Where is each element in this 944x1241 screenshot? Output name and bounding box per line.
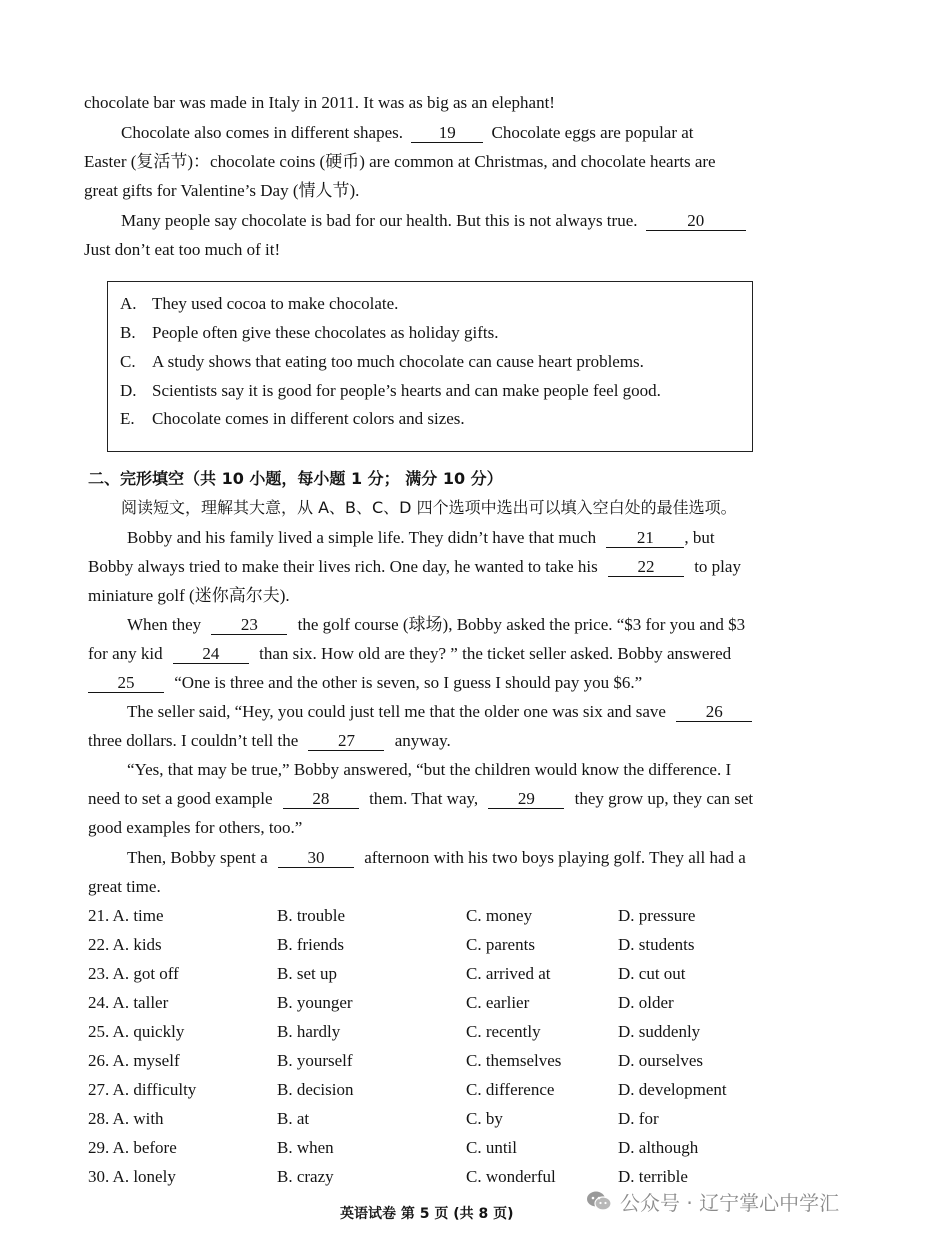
option-letter: B. xyxy=(120,323,136,342)
option-text: People often give these chocolates as holiday gifts. xyxy=(152,323,499,342)
cloze-line: miniature golf (迷你高尔夫). xyxy=(88,586,290,605)
answer-row xyxy=(88,905,808,927)
choice-c[interactable]: C. earlier xyxy=(466,993,530,1012)
option-e[interactable] xyxy=(120,408,465,430)
cloze-text: for any kid xyxy=(88,644,163,663)
answer-row xyxy=(88,1079,808,1101)
passage-text: Chocolate eggs are popular at xyxy=(491,123,694,142)
cloze-text: the golf course (球场), Bobby asked the price. “$3 for you and $3 xyxy=(297,615,746,634)
cloze-text: need to set a good example xyxy=(88,789,273,808)
wechat-icon xyxy=(586,1190,612,1212)
option-text: A study shows that eating too much chocolate can cause heart problems. xyxy=(152,352,644,371)
choice-b[interactable]: B. crazy xyxy=(277,1167,334,1186)
choice-b[interactable]: B. trouble xyxy=(277,906,345,925)
answer-row xyxy=(88,963,808,985)
choice-d[interactable]: D. cut out xyxy=(618,964,686,983)
option-text: Scientists say it is good for people’s hearts and can make people feel good. xyxy=(152,381,661,400)
choice-d[interactable]: D. older xyxy=(618,993,674,1012)
cloze-text: , but xyxy=(684,528,715,547)
passage-line xyxy=(121,122,694,144)
choice-d[interactable]: D. ourselves xyxy=(618,1051,703,1070)
cloze-line xyxy=(88,556,741,578)
option-d[interactable] xyxy=(120,380,661,402)
choice-d[interactable]: D. for xyxy=(618,1109,659,1128)
cloze-text: they grow up, they can set xyxy=(574,789,754,808)
cloze-text: than six. How old are they? ” the ticket seller asked. Bobby answered xyxy=(259,644,732,663)
choice-c[interactable]: C. money xyxy=(466,906,533,925)
blank-29[interactable]: 29 xyxy=(488,790,564,809)
blank-30[interactable]: 30 xyxy=(278,849,354,868)
cloze-line xyxy=(88,643,731,665)
choice-c[interactable]: C. by xyxy=(466,1109,503,1128)
watermark-text: 公众号 · 辽宁掌心中学汇 xyxy=(620,1190,840,1215)
cloze-text: “One is three and the other is seven, so I guess I should pay you $6.” xyxy=(174,673,643,692)
answer-row xyxy=(88,1021,808,1043)
page-footer: 英语试卷 第 5 页 (共 8 页) xyxy=(340,1206,514,1222)
choice-b[interactable]: B. decision xyxy=(277,1080,354,1099)
choice-d[interactable]: D. although xyxy=(618,1138,699,1157)
choice-c[interactable]: C. themselves xyxy=(466,1051,562,1070)
choice-a[interactable]: 23. A. got off xyxy=(88,964,179,983)
passage-line: Just don’t eat too much of it! xyxy=(84,240,281,259)
choice-d[interactable]: D. development xyxy=(618,1080,727,1099)
blank-23[interactable]: 23 xyxy=(211,616,287,635)
option-c[interactable] xyxy=(120,351,644,373)
choice-a[interactable]: 22. A. kids xyxy=(88,935,162,954)
choice-c[interactable]: C. arrived at xyxy=(466,964,551,983)
cloze-text: Bobby always tried to make their lives rich. One day, he wanted to take his xyxy=(88,557,598,576)
passage-text: Chocolate also comes in different shapes. xyxy=(121,123,403,142)
cloze-text: to play xyxy=(694,557,741,576)
blank-27[interactable]: 27 xyxy=(308,732,384,751)
cloze-text: When they xyxy=(127,615,202,634)
cloze-line: “Yes, that may be true,” Bobby answered, “but the children would know the difference. I xyxy=(127,760,732,779)
answer-row xyxy=(88,1166,808,1188)
choice-b[interactable]: B. hardly xyxy=(277,1022,341,1041)
cloze-line: good examples for others, too.” xyxy=(88,818,303,837)
passage-line xyxy=(121,210,746,232)
passage-text: Many people say chocolate is bad for our health. But this is not always true. xyxy=(121,211,638,230)
passage-line: great gifts for Valentine’s Day (情人节). xyxy=(84,181,360,200)
choice-a[interactable]: 24. A. taller xyxy=(88,993,169,1012)
option-text: Chocolate comes in different colors and sizes. xyxy=(152,409,465,428)
choice-a[interactable]: 26. A. myself xyxy=(88,1051,180,1070)
answer-row xyxy=(88,1137,808,1159)
watermark xyxy=(586,1186,839,1216)
cloze-line xyxy=(127,847,746,869)
option-a[interactable] xyxy=(120,293,398,315)
choice-c[interactable]: C. parents xyxy=(466,935,535,954)
choice-b[interactable]: B. younger xyxy=(277,993,353,1012)
answer-row xyxy=(88,992,808,1014)
cloze-text: Then, Bobby spent a xyxy=(127,848,268,867)
choice-b[interactable]: B. set up xyxy=(277,964,337,983)
option-b[interactable] xyxy=(120,322,499,344)
blank-25[interactable]: 25 xyxy=(88,674,164,693)
cloze-text: afternoon with his two boys playing golf. They all had a xyxy=(364,848,746,867)
choice-d[interactable]: D. terrible xyxy=(618,1167,688,1186)
cloze-text: them. That way, xyxy=(369,789,479,808)
choice-b[interactable]: B. at xyxy=(277,1109,310,1128)
choice-c[interactable]: C. wonderful xyxy=(466,1167,556,1186)
choice-c[interactable]: C. until xyxy=(466,1138,518,1157)
choice-b[interactable]: B. friends xyxy=(277,935,345,954)
cloze-line xyxy=(88,730,451,752)
choice-c[interactable]: C. difference xyxy=(466,1080,555,1099)
choice-a[interactable]: 21. A. time xyxy=(88,906,164,925)
choice-a[interactable]: 27. A. difficulty xyxy=(88,1080,197,1099)
option-letter: E. xyxy=(120,409,135,428)
option-letter: A. xyxy=(120,294,137,313)
choice-d[interactable]: D. suddenly xyxy=(618,1022,701,1041)
blank-20[interactable]: 20 xyxy=(646,212,746,231)
cloze-text: anyway. xyxy=(394,731,451,750)
blank-26[interactable]: 26 xyxy=(676,703,752,722)
choice-c[interactable]: C. recently xyxy=(466,1022,541,1041)
choice-a[interactable]: 29. A. before xyxy=(88,1138,177,1157)
cloze-line xyxy=(127,701,752,723)
cloze-text: The seller said, “Hey, you could just tell me that the older one was six and save xyxy=(127,702,666,721)
blank-22[interactable]: 22 xyxy=(608,558,684,577)
choice-a[interactable]: 25. A. quickly xyxy=(88,1022,185,1041)
blank-28[interactable]: 28 xyxy=(283,790,359,809)
choice-a[interactable]: 30. A. lonely xyxy=(88,1167,176,1186)
cloze-line xyxy=(88,788,753,810)
choice-d[interactable]: D. pressure xyxy=(618,906,696,925)
cloze-text: three dollars. I couldn’t tell the xyxy=(88,731,299,750)
passage-line: chocolate bar was made in Italy in 2011. It was as big as an elephant! xyxy=(84,93,555,112)
choice-a[interactable]: 28. A. with xyxy=(88,1109,164,1128)
answer-row xyxy=(88,934,808,956)
cloze-line xyxy=(127,614,745,636)
cloze-text: Bobby and his family lived a simple life. They didn’t have that much xyxy=(127,528,597,547)
answer-row xyxy=(88,1050,808,1072)
blank-19[interactable]: 19 xyxy=(411,124,483,143)
option-text: They used cocoa to make chocolate. xyxy=(152,294,399,313)
blank-21[interactable]: 21 xyxy=(606,529,684,548)
choice-b[interactable]: B. yourself xyxy=(277,1051,353,1070)
answer-row xyxy=(88,1108,808,1130)
section-title: 二、完形填空（共 10 小题，每小题 1 分； 满分 10 分） xyxy=(88,469,503,488)
passage-line: Easter (复活节)：chocolate coins (硬币) are common at Christmas, and chocolate hearts are xyxy=(84,152,716,171)
cloze-line: great time. xyxy=(88,877,161,896)
option-letter: D. xyxy=(120,381,137,400)
section-instruction: 阅读短文，理解其大意，从 A、B、C、D 四个选项中选出可以填入空白处的最佳选项。 xyxy=(121,498,737,517)
choice-d[interactable]: D. students xyxy=(618,935,695,954)
cloze-line xyxy=(88,672,642,694)
blank-24[interactable]: 24 xyxy=(173,645,249,664)
cloze-line xyxy=(127,527,715,549)
option-letter: C. xyxy=(120,352,136,371)
choice-b[interactable]: B. when xyxy=(277,1138,334,1157)
